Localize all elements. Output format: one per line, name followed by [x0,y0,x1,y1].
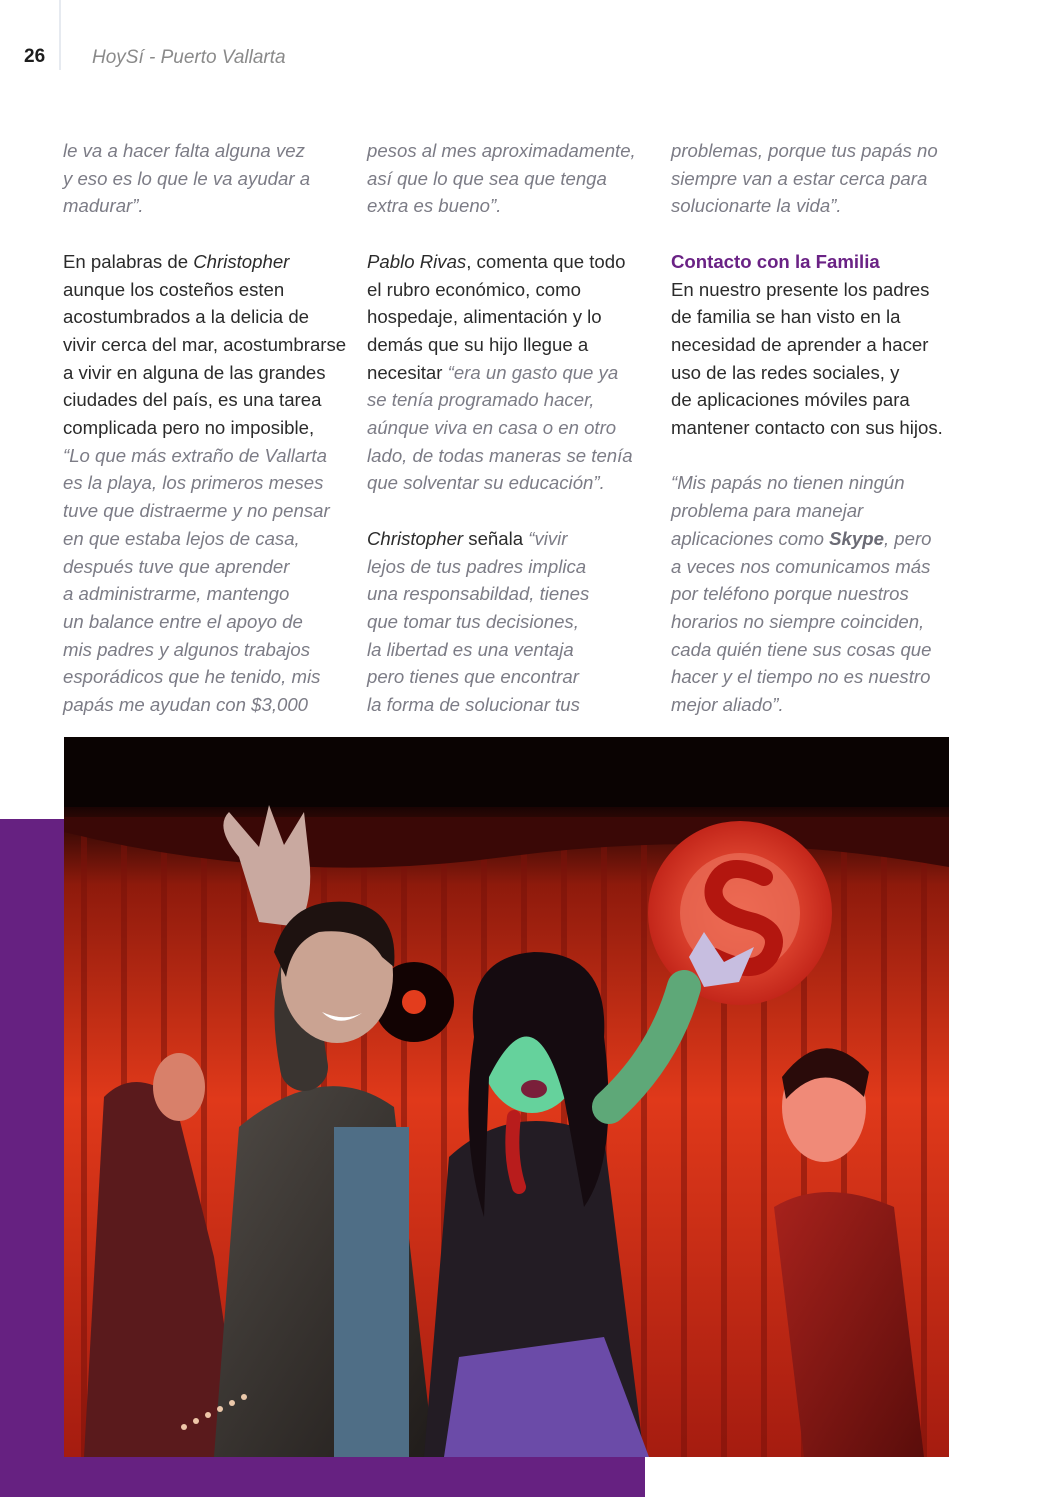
paragraph-gap [367,497,652,525]
text-line: un balance entre el apoyo de [63,610,303,632]
text-line [63,248,348,276]
text-line: por teléfono porque nuestros [671,583,909,605]
text-line: a administrarme, mantengo [63,583,290,605]
text-run: aplicaciones como [671,527,830,549]
text-line: pero tienes que encontrar [367,666,579,688]
text-line: la libertad es una ventaja [367,638,574,660]
text-line: una responsabildad, tienes [367,583,590,605]
text-line: después tuve que aprender [63,555,290,577]
text-line: complicada pero no imposible, [63,417,315,439]
text-line: y eso es lo que le va ayudar a [63,167,311,189]
text-line: que solventar su educación”. [367,472,605,494]
text-run: señala [463,527,529,549]
paragraph-gap [63,220,348,248]
text-line: solucionarte la vida”. [671,195,842,217]
text-line: demás que su hijo llegue a [367,333,589,355]
text-line: horarios no siempre coinciden, [671,610,925,632]
article-column-3 [671,137,956,719]
text-line: a veces nos comunicamos más [671,555,931,577]
text-line: mantener contacto con sus hijos. [671,417,943,439]
person-name: Pablo Rivas [367,250,467,272]
text-line: la forma de solucionar tus [367,694,580,716]
text-line: En nuestro presente los padres [671,278,930,300]
text-line: esporádicos que he tenido, mis [63,666,321,688]
article-column-2 [367,137,652,719]
text-line: uso de las redes sociales, y [671,361,900,383]
quote-run: “era un gasto que ya [447,361,619,383]
text-line: el rubro económico, como [367,278,581,300]
text-line [367,359,652,387]
paragraph-gap [671,442,956,470]
text-line: vivir cerca del mar, acostumbrarse [63,333,347,355]
text-line: hacer y el tiempo no es nuestro [671,666,931,688]
text-line [367,248,652,276]
text-line: lejos de tus padres implica [367,555,587,577]
text-line: “Lo que más extraño de Vallarta [63,444,327,466]
text-run: En palabras de [63,250,194,272]
text-line: aúnque viva en casa o en otro [367,417,617,439]
text-line: necesidad de aprender a hacer [671,333,929,355]
text-line: así que lo que sea que tenga [367,167,607,189]
paragraph-gap [671,220,956,248]
text-line: papás me ayudan con $3,000 [63,694,309,716]
text-line: aunque los costeños esten [63,278,285,300]
quote-run: “vivir [528,527,568,549]
magazine-title: HoySí - Puerto Vallarta [92,47,286,68]
text-line: madurar”. [63,195,144,217]
text-line: extra es bueno”. [367,195,502,217]
text-line: “Mis papás no tienen ningún [671,472,905,494]
paragraph-gap [367,220,652,248]
text-line: acostumbrados a la delicia de [63,306,309,328]
brand-name: Skype [829,527,884,549]
text-line: es la playa, los primeros meses [63,472,324,494]
text-run: necesitar [367,361,448,383]
text-line: ciudades del país, es una tarea [63,389,322,411]
text-line: de aplicaciones móviles para [671,389,910,411]
person-name: Christopher [193,250,290,272]
text-line: que tomar tus decisiones, [367,610,579,632]
text-line: a vivir en alguna de las grandes [63,361,326,383]
text-line [671,525,956,553]
text-line [367,525,652,553]
section-heading: Contacto con la Familia [671,250,880,272]
stage-photo [64,737,949,1457]
article-column-1 [63,137,348,719]
text-line: siempre van a estar cerca para [671,167,928,189]
text-line: mejor aliado”. [671,694,784,716]
text-line: hospedaje, alimentación y lo [367,306,602,328]
text-line: tuve que distraerme y no pensar [63,500,330,522]
text-line: de familia se han visto en la [671,306,901,328]
text-line: en que estaba lejos de casa, [63,527,300,549]
stage-photo-illustration [64,737,949,1457]
text-line: problemas, porque tus papás no [671,140,938,161]
text-line: mis padres y algunos trabajos [63,638,311,660]
person-name: Christopher [367,527,464,549]
text-line: se tenía programado hacer, [367,389,595,411]
text-run: , pero [883,527,932,549]
header-rule [59,0,61,70]
text-line: pesos al mes aproximadamente, [367,140,636,161]
text-run: , comenta que todo [466,250,626,272]
text-line: lado, de todas maneras se tenía [367,444,633,466]
text-line: problema para manejar [671,500,864,522]
page-number: 26 [24,46,46,67]
text-line: le va a hacer falta alguna vez [63,140,305,161]
text-line: cada quién tiene sus cosas que [671,638,932,660]
